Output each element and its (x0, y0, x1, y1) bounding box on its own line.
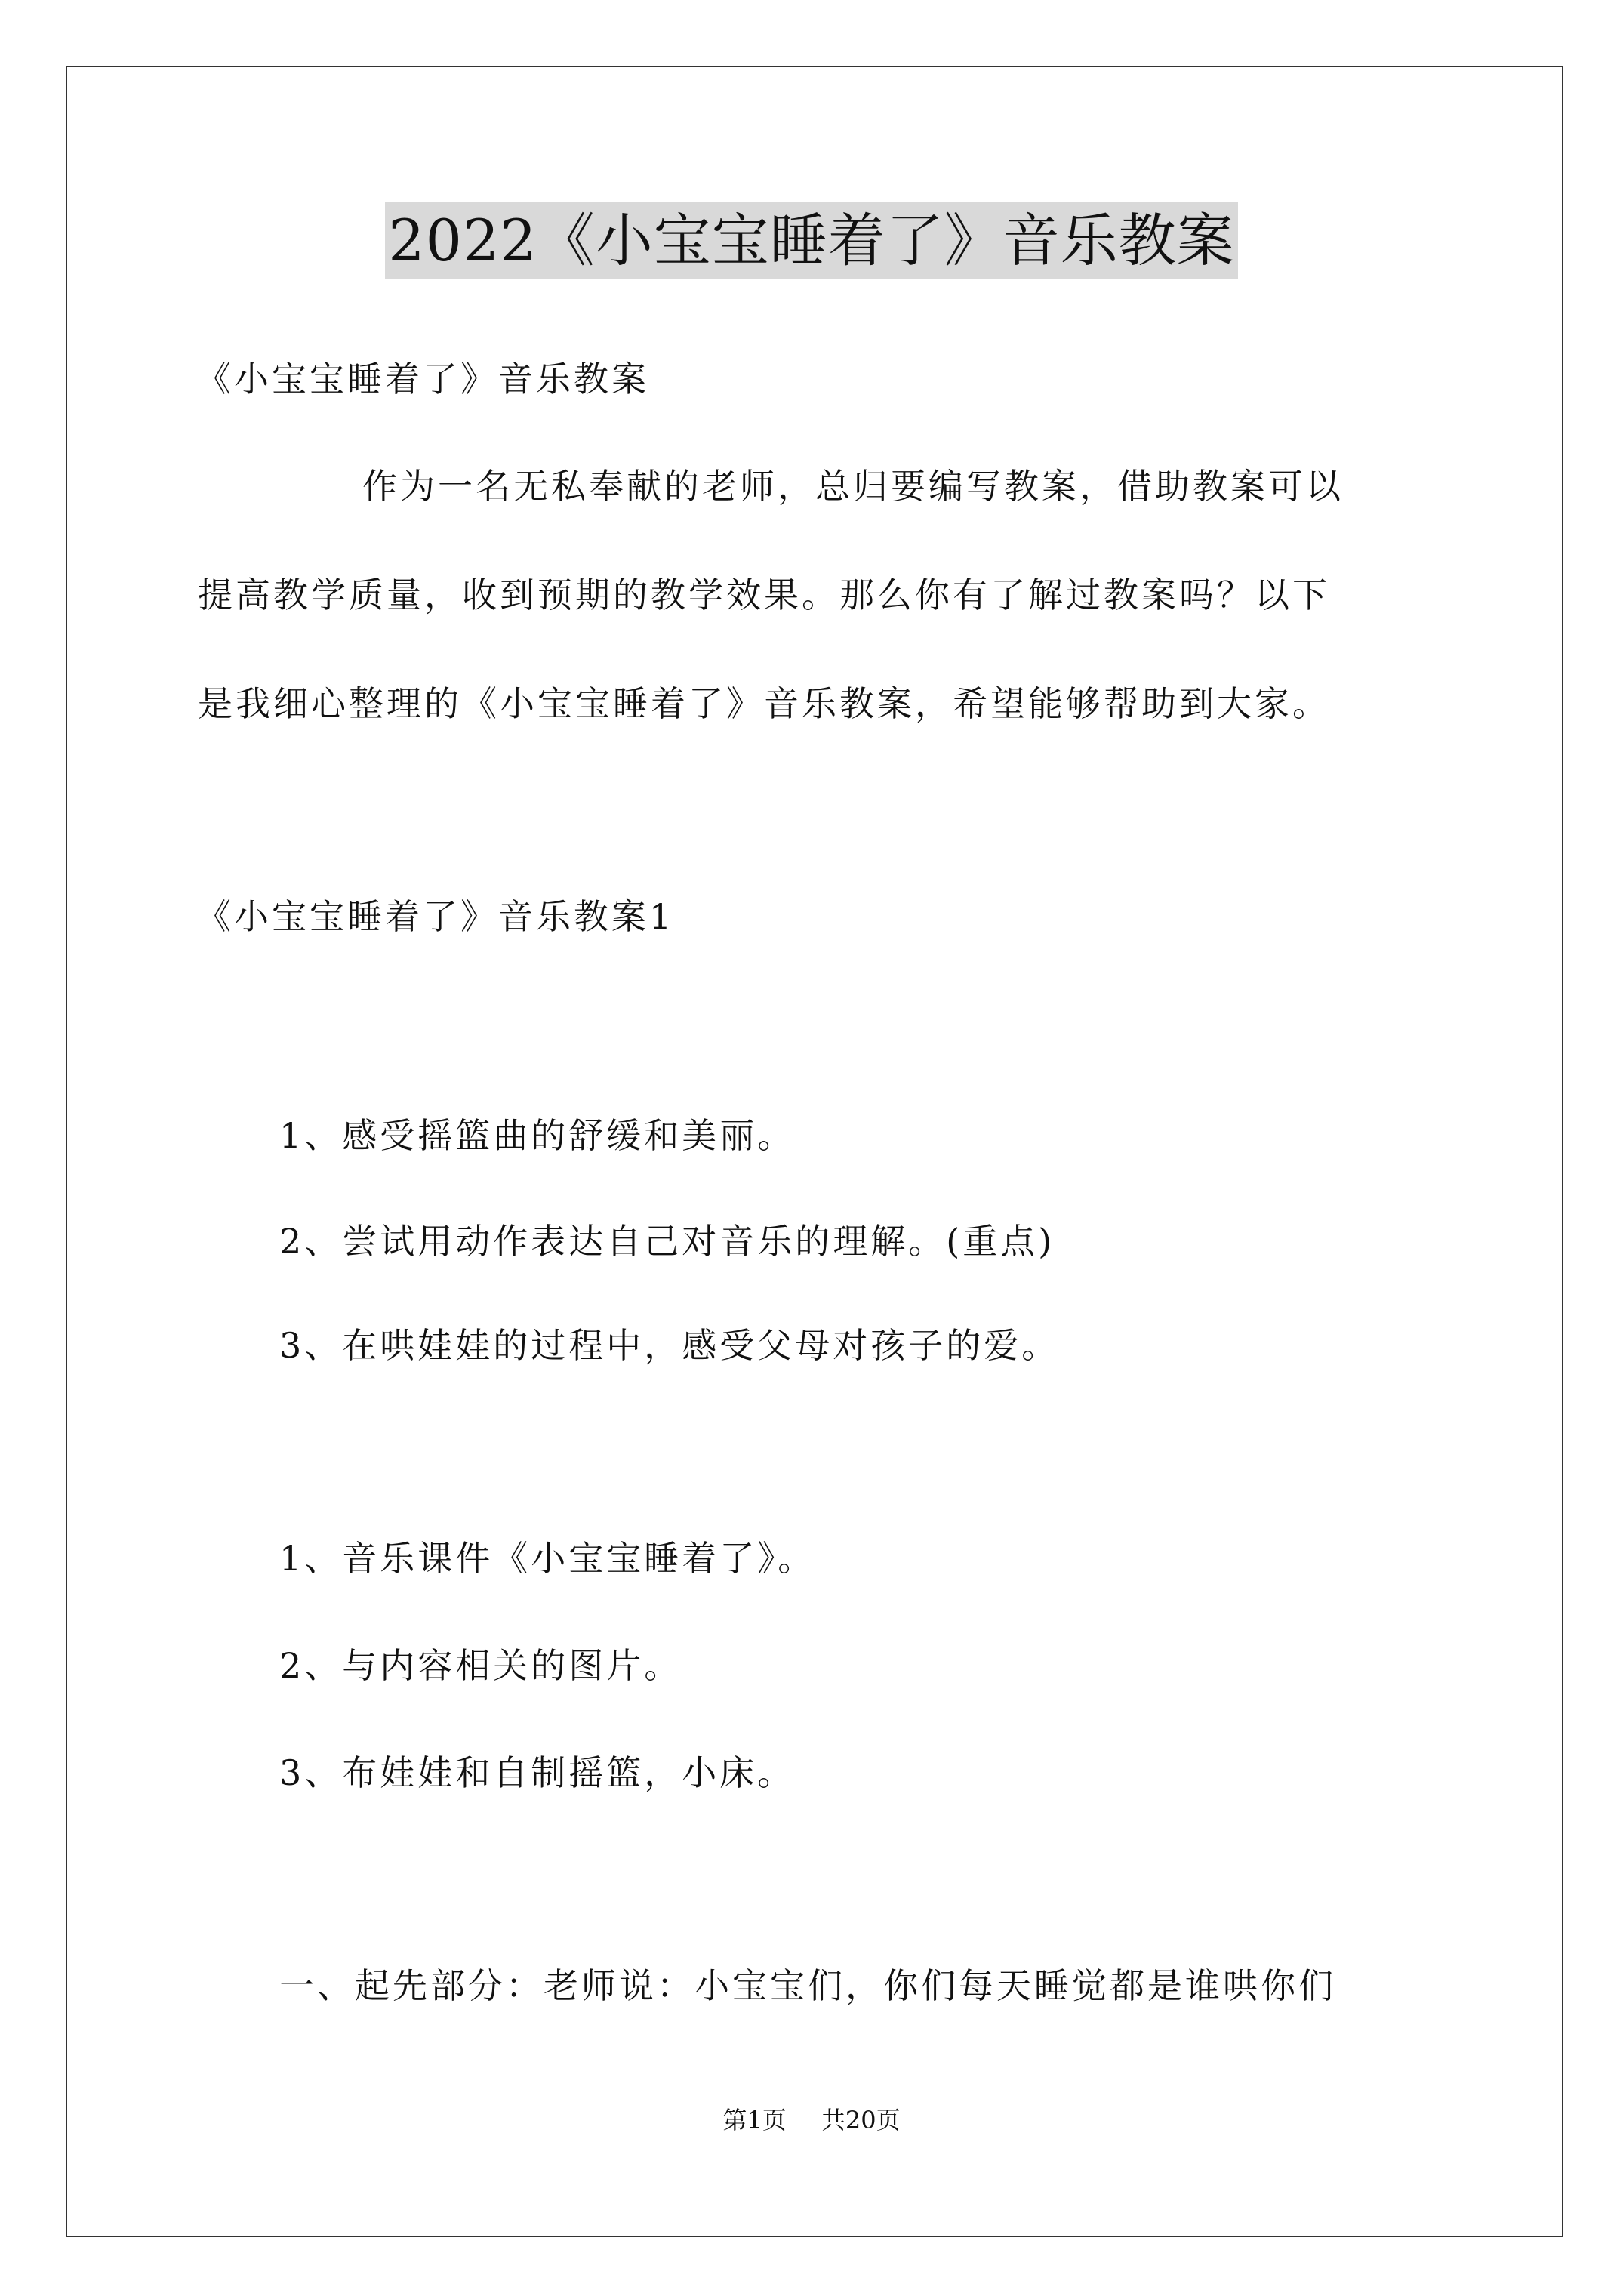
material-item: 1、音乐课件《小宝宝睡着了》。 (279, 1538, 816, 1579)
title-container (0, 202, 1623, 279)
document-title: 2022《小宝宝睡着了》音乐教案 (385, 202, 1237, 279)
goal-item: 1、感受摇篮曲的舒缓和美丽。 (279, 1115, 796, 1156)
intro-line: 提高教学质量，收到预期的教学效果。那么你有了解过教案吗？以下 (198, 575, 1330, 615)
goal-item: 3、在哄娃娃的过程中，感受父母对孩子的爱。 (279, 1325, 1060, 1366)
page-number: 第1页 (722, 2106, 787, 2134)
intro-line: 是我细心整理的《小宝宝睡着了》音乐教案，希望能够帮助到大家。 (198, 683, 1330, 724)
page-footer (0, 2105, 1623, 2135)
document-subtitle: 《小宝宝睡着了》音乐教案 (196, 359, 649, 399)
material-item: 2、与内容相关的图片。 (279, 1645, 682, 1686)
goal-item: 2、尝试用动作表达自己对音乐的理解。(重点) (279, 1221, 1055, 1262)
section-heading: 《小宝宝睡着了》音乐教案1 (196, 896, 675, 937)
material-item: 3、布娃娃和自制摇篮，小床。 (279, 1752, 796, 1793)
page-total: 共20页 (821, 2106, 901, 2134)
process-line: 一、起先部分：老师说：小宝宝们，你们每天睡觉都是谁哄你们 (279, 1965, 1336, 2006)
intro-line: 作为一名无私奉献的老师，总归要编写教案，借助教案可以 (362, 466, 1344, 507)
